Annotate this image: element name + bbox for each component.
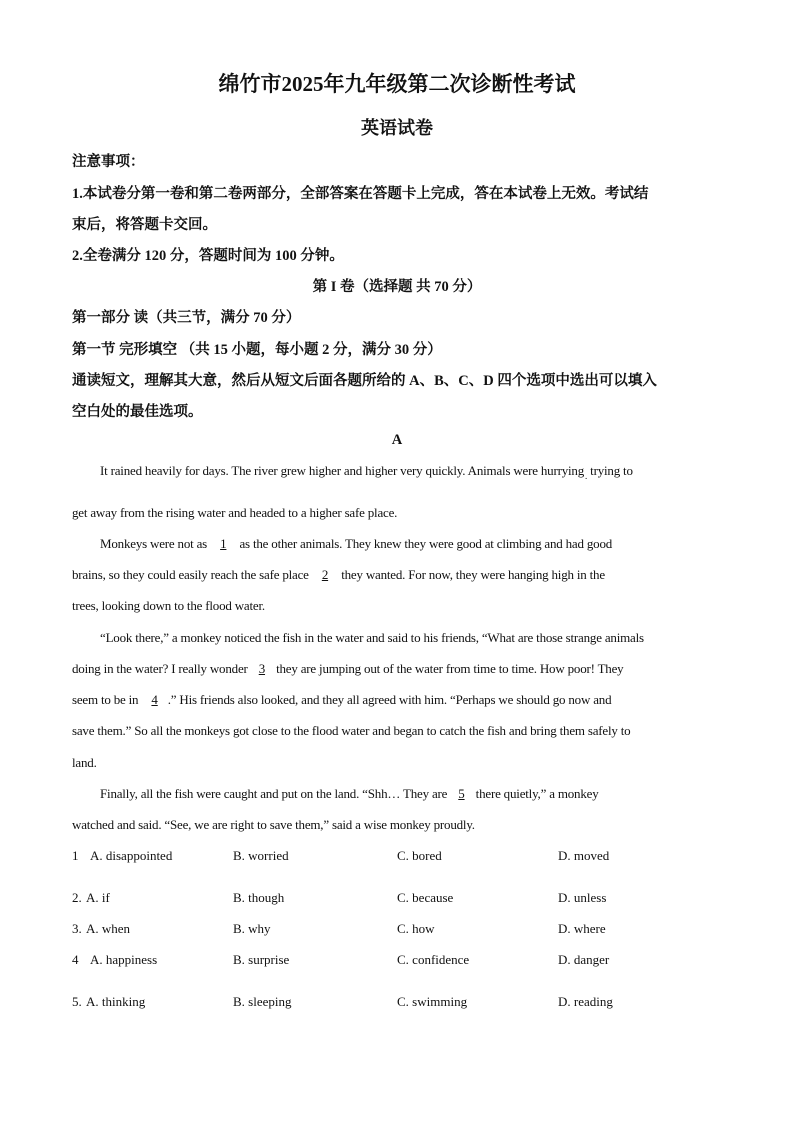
instruction-line-2: 空白处的最佳选项。 xyxy=(72,404,203,420)
punct-dot: . xyxy=(585,470,588,481)
passage-line xyxy=(72,692,611,708)
option-a[interactable]: A. thinking xyxy=(86,994,146,1009)
option-c[interactable]: C. because xyxy=(397,890,454,905)
option-b[interactable]: B. though xyxy=(233,890,285,905)
question-number: 3. xyxy=(72,921,82,936)
option-d[interactable]: D. where xyxy=(558,921,606,936)
passage-text: brains, so they could easily reach the safe place xyxy=(72,567,309,582)
option-b[interactable]: B. surprise xyxy=(233,952,290,967)
question-number: 2. xyxy=(72,890,82,905)
passage-line: land. xyxy=(72,755,97,770)
option-d[interactable]: D. danger xyxy=(558,952,610,967)
blank-3[interactable]: 3 xyxy=(258,661,266,676)
volume-heading: 第 I 卷（选择题 共 70 分） xyxy=(312,279,482,295)
option-b[interactable]: B. worried xyxy=(233,848,289,863)
notice-item-1-line-1: 1.本试卷分第一卷和第二卷两部分，全部答案在答题卡上完成，答在本试卷上无效。考试结 xyxy=(72,186,649,202)
passage-text: as the other animals. They knew they were good at climbing and had good xyxy=(239,536,613,551)
subsection-heading: 第一节 完形填空 （共 15 小题，每小题 2 分，满分 30 分） xyxy=(72,342,442,358)
passage-line xyxy=(100,463,633,481)
passage-line xyxy=(72,661,623,677)
question-number: 1 xyxy=(72,848,79,863)
option-a[interactable]: A. when xyxy=(86,921,131,936)
passage-text: It rained heavily for days. The river grew higher and higher very quickly. Animals were hurrying xyxy=(100,463,585,478)
exam-title: 绵竹市2025年九年级第二次诊断性考试 xyxy=(218,72,576,96)
passage-text: they are jumping out of the water from time to time. How poor! They xyxy=(276,661,624,676)
passage-text: trying to xyxy=(590,463,633,478)
blank-2[interactable]: 2 xyxy=(321,567,329,582)
passage-line: “Look there,” a monkey noticed the fish in the water and said to his friends, “What are those strange animals xyxy=(100,630,644,645)
passage-line xyxy=(100,536,612,552)
passage-text: Monkeys were not as xyxy=(100,536,208,551)
option-d[interactable]: D. moved xyxy=(558,848,610,863)
option-c[interactable]: C. bored xyxy=(397,848,442,863)
passage-text: there quietly,” a monkey xyxy=(475,786,599,801)
blank-5[interactable]: 5 xyxy=(458,786,465,801)
option-c[interactable]: C. swimming xyxy=(397,994,468,1009)
passage-text: doing in the water? I really wonder xyxy=(72,661,248,676)
notice-item-1-line-2: 束后，将答题卡交回。 xyxy=(72,217,217,233)
passage-label: A xyxy=(391,432,403,448)
option-a[interactable]: A. happiness xyxy=(90,952,158,967)
option-a[interactable]: A. disappointed xyxy=(90,848,173,863)
blank-1[interactable]: 1 xyxy=(220,536,227,551)
part-heading: 第一部分 读（共三节，满分 70 分） xyxy=(72,310,301,326)
passage-text: .” His friends also looked, and they all agreed with him. “Perhaps we should go now and xyxy=(167,692,612,707)
passage-text: they wanted. For now, they were hanging high in the xyxy=(341,567,605,582)
instruction-line-1: 通读短文，理解其大意，然后从短文后面各题所给的 A、B、C、D 四个选项中选出可以填入 xyxy=(72,373,657,389)
passage-line xyxy=(100,786,599,802)
option-b[interactable]: B. sleeping xyxy=(233,994,292,1009)
passage-text: Finally, all the fish were caught and put on the land. “Shh… They are xyxy=(100,786,448,801)
passage-line xyxy=(72,567,605,583)
passage-line: watched and said. “See, we are right to save them,” said a wise monkey proudly. xyxy=(72,817,475,832)
option-d[interactable]: D. reading xyxy=(558,994,613,1009)
option-d[interactable]: D. unless xyxy=(558,890,607,905)
question-number: 5. xyxy=(72,994,82,1009)
blank-4[interactable]: 4 xyxy=(151,692,158,707)
notice-item-2: 2.全卷满分 120 分，答题时间为 100 分钟。 xyxy=(72,248,344,264)
notice-heading: 注意事项： xyxy=(72,154,145,170)
passage-text: seem to be in xyxy=(72,692,139,707)
exam-subtitle: 英语试卷 xyxy=(361,118,433,138)
option-b[interactable]: B. why xyxy=(233,921,271,936)
passage-line: save them.” So all the monkeys got close to the flood water and began to catch the fish and bring them safely to xyxy=(72,723,631,738)
option-a[interactable]: A. if xyxy=(86,890,110,905)
option-c[interactable]: C. how xyxy=(397,921,435,936)
passage-line: trees, looking down to the flood water. xyxy=(72,598,265,613)
passage-line: get away from the rising water and headed to a higher safe place. xyxy=(72,505,398,520)
question-number: 4 xyxy=(72,952,79,967)
option-c[interactable]: C. confidence xyxy=(397,952,470,967)
